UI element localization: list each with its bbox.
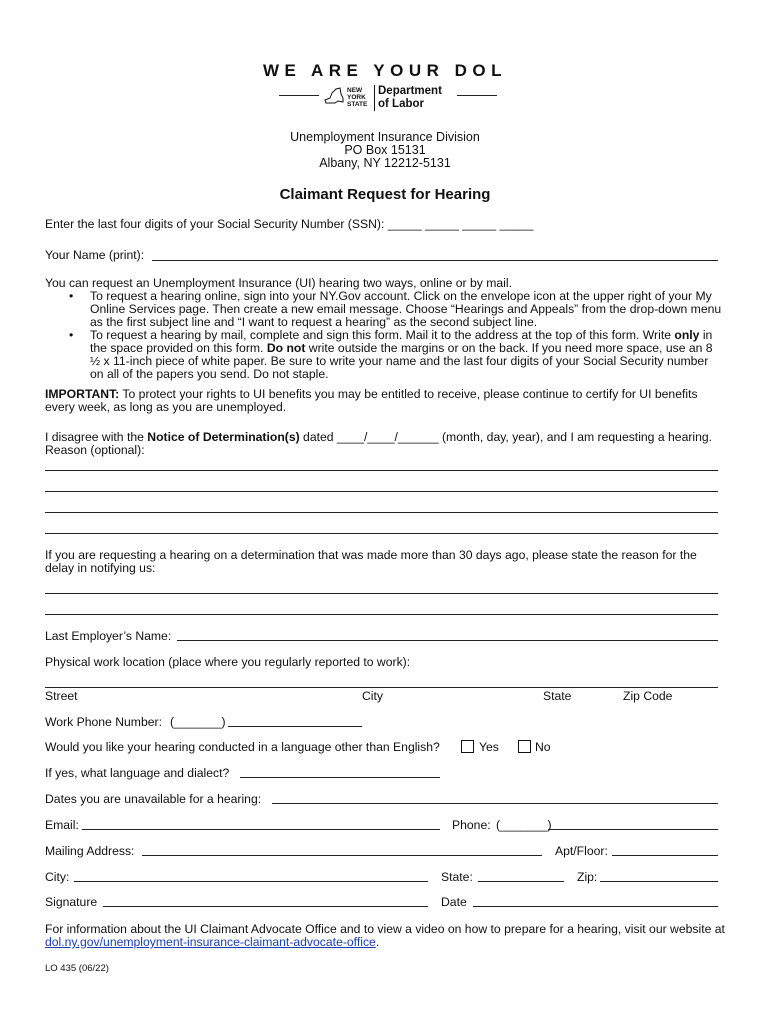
language-question: Would you like your hearing conducted in a language other than English? <box>45 740 440 754</box>
state-col-label: State <box>543 689 572 703</box>
tagline: WE ARE YOUR DOL <box>262 61 507 80</box>
important-note: IMPORTANT: To protect your rights to UI benefits you may be entitled to receive, please continue to certify for UI benefits every week, as long as you are unemployed. <box>45 387 698 414</box>
form-id: LO 435 (06/22) <box>45 963 109 974</box>
location-label: Physical work location (place where you regularly reported to work): <box>45 655 411 669</box>
apt-input-line[interactable] <box>612 855 718 856</box>
reason-line-2[interactable] <box>45 491 718 492</box>
reason-line-4[interactable] <box>45 533 718 534</box>
no-label: No <box>535 740 551 754</box>
address-line-1: Unemployment Insurance Division <box>290 130 480 144</box>
instruction-mail: • To request a hearing by mail, complete and sign this form. Mail it to the address at the top of this form. Write only in the space provided on this form. Do not write outside the margins or on the back. If you need more space, use an 8 ½ x 11-inch piece of white paper. Be sure to write your name and the last four digits of your Social Security number on all of the papers you send. Do not staple. <box>69 328 713 381</box>
advocate-office-link[interactable]: dol.ny.gov/unemployment-insurance-claimant-advocate-office <box>45 935 376 949</box>
phone-label: Phone: <box>452 818 491 832</box>
intro-text: You can request an Unemployment Insurance (UI) hearing two ways, online or by mail. <box>45 276 512 290</box>
signature-input-line[interactable] <box>103 906 428 907</box>
phone-area-code[interactable]: (_______) <box>496 818 552 832</box>
instruction-online: • To request a hearing online, sign into your NY.Gov account. Click on the envelope icon at the upper right of your My Online Services page. Then create a new email message. Choose “Hearings and Appeals” from the drop-down menu as the first subject line and “I want to request a hearing” as the second subject line. <box>69 289 722 329</box>
work-phone-label: Work Phone Number: <box>45 715 162 729</box>
logo-dept-text: Department of Labor <box>378 85 442 110</box>
email-label: Email: <box>45 818 79 832</box>
yes-label: Yes <box>479 740 499 754</box>
nys-map-icon <box>323 86 345 106</box>
zip-input-line[interactable] <box>600 881 718 882</box>
language-input-line[interactable] <box>240 777 440 778</box>
employer-label: Last Employer’s Name: <box>45 629 172 643</box>
late-reason-line-2[interactable] <box>45 614 718 615</box>
footer-info: For information about the UI Claimant Advocate Office and to view a video on how to prepare for a hearing, visit our website at dol.ny.gov/unemployment-insurance-claimant-advocate-office. <box>45 922 725 949</box>
signature-label: Signature <box>45 895 98 909</box>
disagree-statement: I disagree with the Notice of Determination(s) dated ____/____/______ (month, day, year), and I am requesting a hearing. Reason (optional): <box>45 430 713 457</box>
no-checkbox[interactable] <box>518 740 531 753</box>
unavailable-input-line[interactable] <box>272 803 718 804</box>
city-col-label: City <box>362 689 383 703</box>
late-reason-line-1[interactable] <box>45 593 718 594</box>
nys-dol-logo <box>279 84 499 116</box>
apt-label: Apt/Floor: <box>555 844 608 858</box>
unavailable-label: Dates you are unavailable for a hearing: <box>45 792 262 806</box>
date-input-line[interactable] <box>473 906 718 907</box>
form-title: Claimant Request for Hearing <box>279 186 491 203</box>
logo-divider <box>374 85 375 111</box>
mailing-input-line[interactable] <box>142 855 542 856</box>
mailing-label: Mailing Address: <box>45 844 135 858</box>
logo-rule-right <box>457 95 497 96</box>
email-input-line[interactable] <box>82 829 440 830</box>
logo-state-text: NEW YORK STATE <box>347 87 368 108</box>
city-label: City: <box>45 870 70 884</box>
state-input-line[interactable] <box>478 881 564 882</box>
city-input-line[interactable] <box>74 881 428 882</box>
language-label: If yes, what language and dialect? <box>45 766 230 780</box>
reason-line-3[interactable] <box>45 512 718 513</box>
yes-checkbox[interactable] <box>461 740 474 753</box>
employer-input-line[interactable] <box>177 640 718 641</box>
work-phone-input-line[interactable] <box>228 726 362 727</box>
zip-label: Zip: <box>577 870 598 884</box>
street-label: Street <box>45 689 78 703</box>
phone-input-line[interactable] <box>548 829 718 830</box>
name-label: Your Name (print): <box>45 248 145 262</box>
zip-col-label: Zip Code <box>623 689 673 703</box>
state-label: State: <box>441 870 473 884</box>
instructions-list <box>45 290 725 381</box>
address-line-2: PO Box 15131 <box>344 143 426 157</box>
work-phone-area-code[interactable]: (_______) <box>170 715 226 729</box>
reason-line-1[interactable] <box>45 470 718 471</box>
location-input-line[interactable] <box>45 687 718 688</box>
address-line-3: Albany, NY 12212-5131 <box>319 156 451 170</box>
late-reason-text: If you are requesting a hearing on a determination that was made more than 30 days ago, please state the reason for the delay in notifying us: <box>45 548 697 575</box>
ssn-field[interactable]: Enter the last four digits of your Social Security Number (SSN): _____ _____ _____ _____ <box>45 217 534 231</box>
date-label: Date <box>441 895 467 909</box>
name-input-line[interactable] <box>152 260 718 261</box>
logo-rule-left <box>279 95 319 96</box>
